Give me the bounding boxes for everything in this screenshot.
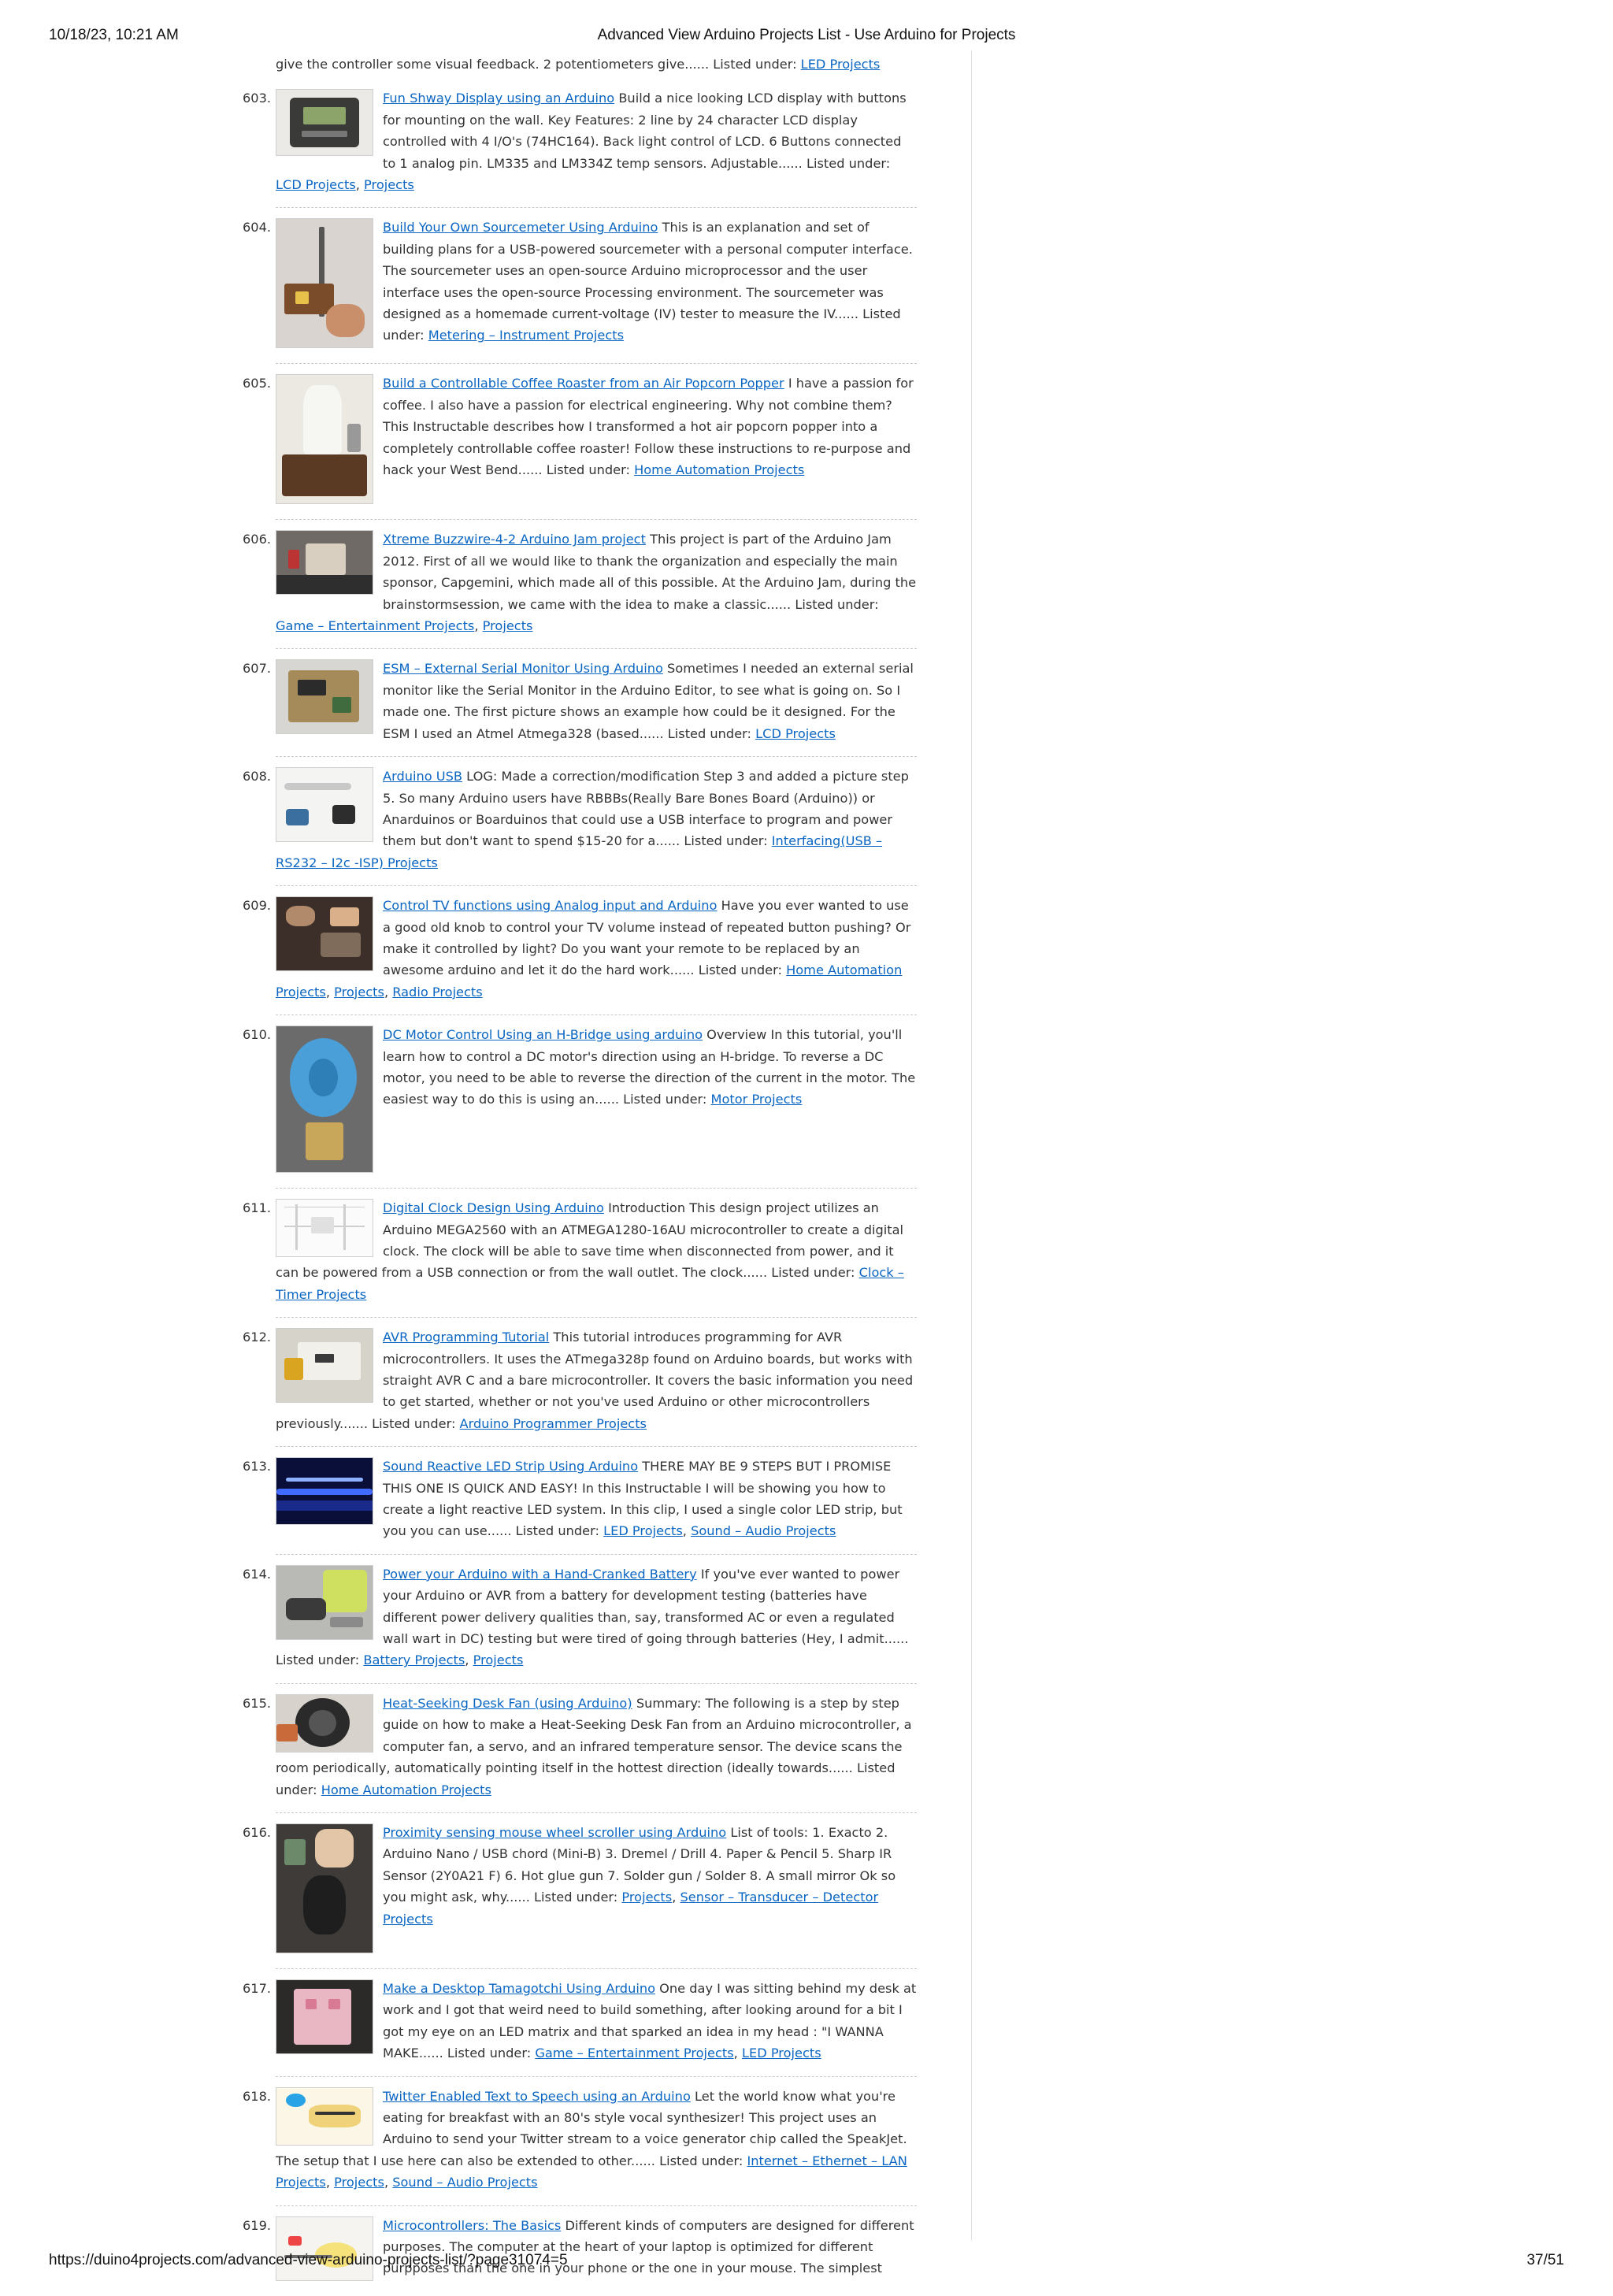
thumbnail-shape [284,783,351,790]
listed-under-label: Listed under: [383,306,901,343]
entry-number: 605. [243,376,272,391]
thumbnail-shape [303,107,346,124]
thumbnail-shape [284,284,334,314]
category-link[interactable]: Projects [482,618,533,634]
project-thumbnail[interactable] [276,896,373,971]
project-list [243,54,917,2296]
project-description: THERE MAY BE 9 STEPS BUT I PROMISE THIS ONE IS QUICK AND EASY! In this Instructable I will be showing you how to create a light reactive LED system. In this clip, I used a single color LED strip, but you you can use...... [383,1459,903,1539]
project-thumbnail[interactable] [276,1199,373,1257]
project-categories [711,1092,803,1107]
entry-body [276,373,917,507]
project-title-link[interactable]: Heat-Seeking Desk Fan (using Arduino) [383,1695,632,1711]
project-thumbnail[interactable] [276,374,373,504]
project-title-link[interactable]: Build Your Own Sourcemeter Using Arduino [383,220,658,236]
project-title-link[interactable]: AVR Programming Tutorial [383,1330,550,1345]
listed-under-label: Listed under: [802,155,891,171]
listed-under-label: Listed under: [680,833,772,849]
thumbnail-shape [303,1875,346,1934]
entry-number: 607. [243,661,272,677]
project-thumbnail[interactable] [276,1457,373,1525]
entry-number: 618. [243,2088,272,2104]
carry-over-categories [801,57,881,72]
project-thumbnail[interactable] [276,89,373,156]
thumbnail-shape [288,550,300,569]
category-link[interactable]: LED Projects [741,2046,821,2061]
project-entry [243,1317,917,1434]
category-link[interactable]: Game – Entertainment Projects [276,618,475,634]
project-thumbnail[interactable] [276,1565,373,1640]
project-description: This tutorial introduces programming for AVR microcontrollers. It uses the ATmega328p found on Arduino boards, but works with straight AVR C and a bare microcontroller. It covers the basic information you need to get started, whether or not you've used Arduino or other microcontrollers previously....... [276,1330,914,1431]
thumbnail-shape [309,2105,361,2127]
project-entry [243,1446,917,1542]
thumbnail-shape [284,1358,303,1380]
thumbnail-shape [294,1989,351,2045]
project-entry [243,1188,917,1305]
project-entry [243,1968,917,2064]
project-entry [243,519,917,636]
project-thumbnail[interactable] [276,1823,373,1953]
print-page-title: Advanced View Arduino Projects List - Use Arduino for Projects [597,27,1016,43]
thumbnail-shape [330,907,359,926]
entry-number: 615. [243,1695,272,1711]
category-link[interactable]: Sound – Audio Projects [392,2175,538,2190]
print-url: https://duino4projects.com/advanced-view-arduino-projects-list/?page31074=5 [49,2252,568,2268]
category-link[interactable]: Interfacing(USB – RS232 – I2c -ISP) Projects [276,833,883,870]
sidebar-divider [971,50,972,2241]
thumbnail-shape [309,1059,338,1096]
project-description: Summary: The following is a step by step guide on how to make a Heat-Seeking Desk Fan from an Arduino microcontroller, a computer fan, a servo, and an infrared temperature sensor. The device scans the room periodically, automatically pointing itself in the hottest direction (ideally towards...... [276,1695,912,1776]
project-entry [243,756,917,874]
thumbnail-shape [303,385,342,454]
category-link[interactable]: Clock – Timer Projects [276,1265,904,1302]
thumbnail-shape [321,933,361,958]
entry-number: 603. [243,91,272,106]
entry-body [276,895,917,1003]
project-description: If you've ever wanted to power your Arduino or AVR from a battery for development testing (batteries have different power delivery qualities than, say, transformed AC or even a regulated wall wart in DC) testing but were tired of going through batteries (Hey, I admit...... [383,1566,909,1647]
category-link[interactable]: Home Automation Projects [321,1782,491,1797]
project-thumbnail[interactable] [276,1694,373,1753]
project-entry [243,1554,917,1671]
project-title-link[interactable]: DC Motor Control Using an H-Bridge using arduino [383,1027,703,1043]
project-categories [634,462,804,477]
project-entry [243,2076,917,2194]
category-link[interactable]: Battery Projects [363,1652,465,1668]
entry-body [276,529,917,636]
thumbnail-shape [276,575,373,594]
entry-number: 613. [243,1459,272,1474]
category-link[interactable]: Projects [364,177,414,193]
category-link[interactable]: Home Automation Projects [276,963,903,1000]
project-categories: Projects, Sensor – Transducer – Detector Projects [383,1890,879,1927]
thumbnail-shape [286,906,315,926]
entry-body [276,87,917,195]
project-title-link[interactable]: Control TV functions using Analog input and Arduino [383,898,718,914]
thumbnail-shape [326,304,365,337]
project-thumbnail[interactable] [276,659,373,734]
entry-number: 609. [243,898,272,914]
project-entry [243,1812,917,1957]
entry-body [276,658,917,744]
entry-body [276,217,917,351]
category-link[interactable]: Internet – Ethernet – LAN Projects [276,2153,907,2190]
project-description: This project is part of the Arduino Jam 2012. First of all we would like to thank the organization and especially the main sponsor, Capgemini, which made all of this possible. At the Arduino Jam, during the brainstormsession, we came with the idea to make a classic...... [383,532,917,612]
project-description: Have you ever wanted to use a good old knob to control your TV volume instead of repeated button pushing? Or make it controlled by light? Do you want your remote to be replaced by an awesome arduino and let it do the hard work...... [383,898,911,978]
thumbnail-shape [286,809,309,825]
category-link[interactable]: Motor Projects [710,1092,803,1107]
category-link[interactable]: LCD Projects [755,725,836,741]
carry-over-entry [276,54,917,75]
listed-under-label: Listed under: [767,1265,859,1281]
project-title-link[interactable]: Arduino USB [383,769,463,784]
thumbnail-shape [309,1710,336,1736]
project-description: List of tools: 1. Exacto 2. Arduino Nano / USB chord (Mini-B) 3. Dremel / Drill 4. Paper & Pencil 5. Sharp IR Sensor (2Y0A21 F) 6. Hot glue gun 7. Solder gun / Solder 8. A small mirror Ok so you might ask, why...... [383,1824,896,1905]
project-title-link[interactable]: Microcontrollers: The Basics [383,2217,562,2233]
thumbnail-shape [295,291,309,304]
thumbnail-shape [286,1598,326,1620]
thumbnail-shape [315,1354,334,1363]
entry-body [276,1822,917,1957]
entry-number: 617. [243,1980,272,1996]
project-title-link[interactable]: Power your Arduino with a Hand-Cranked Battery [383,1566,697,1582]
category-link[interactable]: Projects [473,1652,524,1668]
listed-under-label: Listed under: [694,963,787,978]
category-link[interactable]: LED Projects [800,57,881,72]
entries-container [243,87,917,2283]
project-categories: LED Projects, Sound – Audio Projects [603,1523,836,1539]
entry-body [276,1693,917,1801]
project-entry [243,1014,917,1176]
project-categories: Game – Entertainment Projects, Projects [276,618,533,634]
thumbnail-shape [328,1999,340,2009]
entry-body [276,1456,917,1542]
listed-under-label: Listed under: [443,2046,536,2061]
thumbnail-shape [315,2112,355,2115]
project-title-link[interactable]: Proximity sensing mouse wheel scroller using Arduino [383,1824,727,1840]
project-thumbnail[interactable] [276,1328,373,1403]
thumbnail-shape [276,1724,298,1741]
thumbnail-shape [306,543,346,575]
project-categories: LCD Projects, Projects [276,177,414,193]
category-link[interactable]: Sensor – Transducer – Detector Projects [383,1890,879,1927]
project-categories: Game – Entertainment Projects, LED Projects [535,2046,821,2061]
listed-under-label: Listed under: [542,462,635,478]
thumbnail-shape [343,1204,345,1250]
project-title-link[interactable]: Xtreme Buzzwire-4-2 Arduino Jam project [383,532,646,547]
project-thumbnail[interactable] [276,530,373,595]
thumbnail-shape [315,1829,354,1868]
project-categories [428,328,624,343]
thumbnail-shape [330,1617,362,1627]
thumbnail-shape [332,805,355,824]
listed-under-label: Listed under: [368,1415,460,1431]
project-thumbnail[interactable] [276,2087,373,2146]
project-description: Overview In this tutorial, you'll learn how to control a DC motor's direction using an H-bridge. To reverse a DC motor, you need to be able to reverse the direction of the current in the motor. The easiest way to do this is using an...... [383,1027,916,1107]
category-link[interactable]: LED Projects [603,1523,683,1539]
entry-body [276,1563,917,1671]
project-categories [321,1782,491,1797]
listed-under-label: Listed under: [511,1523,604,1539]
entry-body [276,1197,917,1305]
project-categories [460,1416,647,1431]
project-entry [243,885,917,1003]
project-title-link[interactable]: Twitter Enabled Text to Speech using an Arduino [383,2088,691,2104]
thumbnail-shape [276,1500,373,1511]
thumbnail-shape [302,131,348,137]
listed-under-label: Listed under: [654,2153,747,2168]
entry-number: 619. [243,2217,272,2233]
thumbnail-shape [347,424,361,452]
thumbnail-shape [295,1204,297,1250]
project-thumbnail[interactable] [276,1979,373,2054]
project-description: Sometimes I needed an external serial monitor like the Serial Monitor in the Arduino Editor, to see what is going on. So I made one. The first picture shows an example how could be it designed. For the ESM I used an Atmel Atmega328 (based...... [383,661,914,741]
project-description: This is an explanation and set of building plans for a USB-powered sourcemeter with a personal computer interface. The sourcemeter uses an open-source Arduino microprocessor and the user interface uses the open-source Processing environment. The sourcemeter was designed as a homemade current-voltage (IV) tester to measure the IV...... [383,220,913,322]
project-title-link[interactable]: Build a Controllable Coffee Roaster from an Air Popcorn Popper [383,376,784,391]
category-link[interactable]: LCD Projects [276,177,356,193]
category-link[interactable]: Radio Projects [392,984,483,1000]
entry-number: 606. [243,532,272,547]
entry-body [276,2086,917,2194]
category-link[interactable]: Projects [334,984,384,1000]
thumbnail-shape [286,2094,305,2107]
listed-under-label: Listed under: [529,1890,622,1905]
thumbnail-shape [306,1999,317,2009]
thumbnail-shape [323,1570,367,1612]
listed-under-label: Listed under: [276,1652,364,1668]
project-description: Let the world know what you're eating for breakfast with an 80's style vocal synthesizer! This project uses an Arduino to send your Twitter stream to a voice generator chip called the SpeakJet. The setup that I use here can also be extended to other...... [276,2088,907,2168]
project-description: LOG: Made a correction/modification Step 3 and added a picture step 5. So many Arduino users have RBBBs(Really Bare Bones Board (Arduino)) or Anarduinos or Boarduinos that could use a USB interface to program and power them but don't want to spend $15-20 for a...... [383,769,909,849]
entry-number: 611. [243,1200,272,1216]
entry-body [276,766,917,874]
project-title-link[interactable]: Make a Desktop Tamagotchi Using Arduino [383,1980,655,1996]
entry-number: 612. [243,1330,272,1345]
thumbnail-shape [311,1217,334,1234]
entry-body [276,1326,917,1434]
project-description: Introduction This design project utilizes an Arduino MEGA2560 with an ATMEGA1280-16AU microcontroller to create a digital clock. The clock will be able to save time when disconnected from power, and it can be powered from a USB connection or from the wall outlet. The clock...... [276,1200,904,1281]
entry-body [276,1024,917,1176]
project-entry [243,207,917,351]
project-description: I have a passion for coffee. I also have a passion for electrical engineering. Why not combine them? This Instructable describes how I transformed a hot air popcorn popper into a completely controllable coffee roaster! Follow these instructions to re-purpose and hack your West Bend...... [383,376,914,478]
category-link[interactable]: Game – Entertainment Projects [535,2046,734,2061]
thumbnail-shape [306,1122,344,1160]
entry-number: 616. [243,1824,272,1840]
category-link[interactable]: Sound – Audio Projects [691,1523,836,1539]
listed-under-label: Listed under: [791,596,879,612]
listed-under-label: Listed under: [618,1092,711,1107]
thumbnail-shape [276,1489,373,1495]
thumbnail-shape [298,680,327,695]
project-categories: Battery Projects, Projects [363,1652,524,1668]
thumbnail-shape [282,454,366,495]
thumbnail-shape [332,697,351,713]
project-thumbnail[interactable] [276,218,373,348]
project-thumbnail[interactable] [276,767,373,842]
project-entry [243,648,917,744]
project-entry [243,87,917,195]
entry-number: 604. [243,220,272,236]
project-title-link[interactable]: ESM – External Serial Monitor Using Arduino [383,661,663,677]
project-description: One day I was sitting behind my desk at work and I got that weird need to build something, after looking around for a bit I got my eye on an LED matrix and that sparked an idea in my head : "I WANNA MAKE...... [383,1980,917,2061]
project-description: Different kinds of computers are designed for different purposes. The computer at the heart of your laptop is optimized for different purpposes than the one in your phone or the one in your mouse. The simplest [383,2217,914,2276]
print-header [49,27,1564,50]
listed-under-label: Listed under: [276,1760,895,1797]
project-title-link[interactable]: Fun Shway Display using an Arduino [383,91,615,106]
listed-under-label: Listed under: [663,725,756,741]
thumbnail-shape [284,1839,306,1865]
category-link[interactable]: Arduino Programmer Projects [459,1415,647,1431]
print-footer [49,2252,1564,2276]
project-thumbnail[interactable] [276,1026,373,1173]
entry-number: 608. [243,769,272,784]
project-entry [243,1683,917,1801]
thumbnail-shape [286,1478,363,1482]
carry-over-text: give the controller some visual feedback. 2 potentiometers give...... Listed under: [276,57,801,72]
project-title-link[interactable]: Digital Clock Design Using Arduino [383,1200,604,1216]
entry-number: 610. [243,1027,272,1043]
print-page-number: 37/51 [1526,2252,1564,2268]
project-categories [755,726,836,741]
project-categories: Internet – Ethernet – LAN Projects, Projects, Sound – Audio Projects [276,2153,907,2190]
category-link[interactable]: Projects [334,2175,384,2190]
print-datetime: 10/18/23, 10:21 AM [49,27,179,43]
entry-number: 614. [243,1566,272,1582]
category-link[interactable]: Metering – Instrument Projects [428,328,625,343]
project-categories: Home Automation Projects, Projects, Radio Projects [276,963,903,1000]
project-title-link[interactable]: Sound Reactive LED Strip Using Arduino [383,1459,639,1474]
entry-body [276,1978,917,2064]
thumbnail-shape [288,2236,302,2246]
project-entry [243,363,917,507]
category-link[interactable]: Projects [621,1890,673,1905]
project-description: Build a nice looking LCD display with buttons for mounting on the wall. Key Features: 2 line by 24 character LCD display controlled with 4 I/O's (74HC164). Back light control of LCD. 6 Buttons connected to 1 analog pin. LM335 and LM334Z temp sensors. Adjustable...... [383,91,907,171]
category-link[interactable]: Home Automation Projects [634,462,805,478]
